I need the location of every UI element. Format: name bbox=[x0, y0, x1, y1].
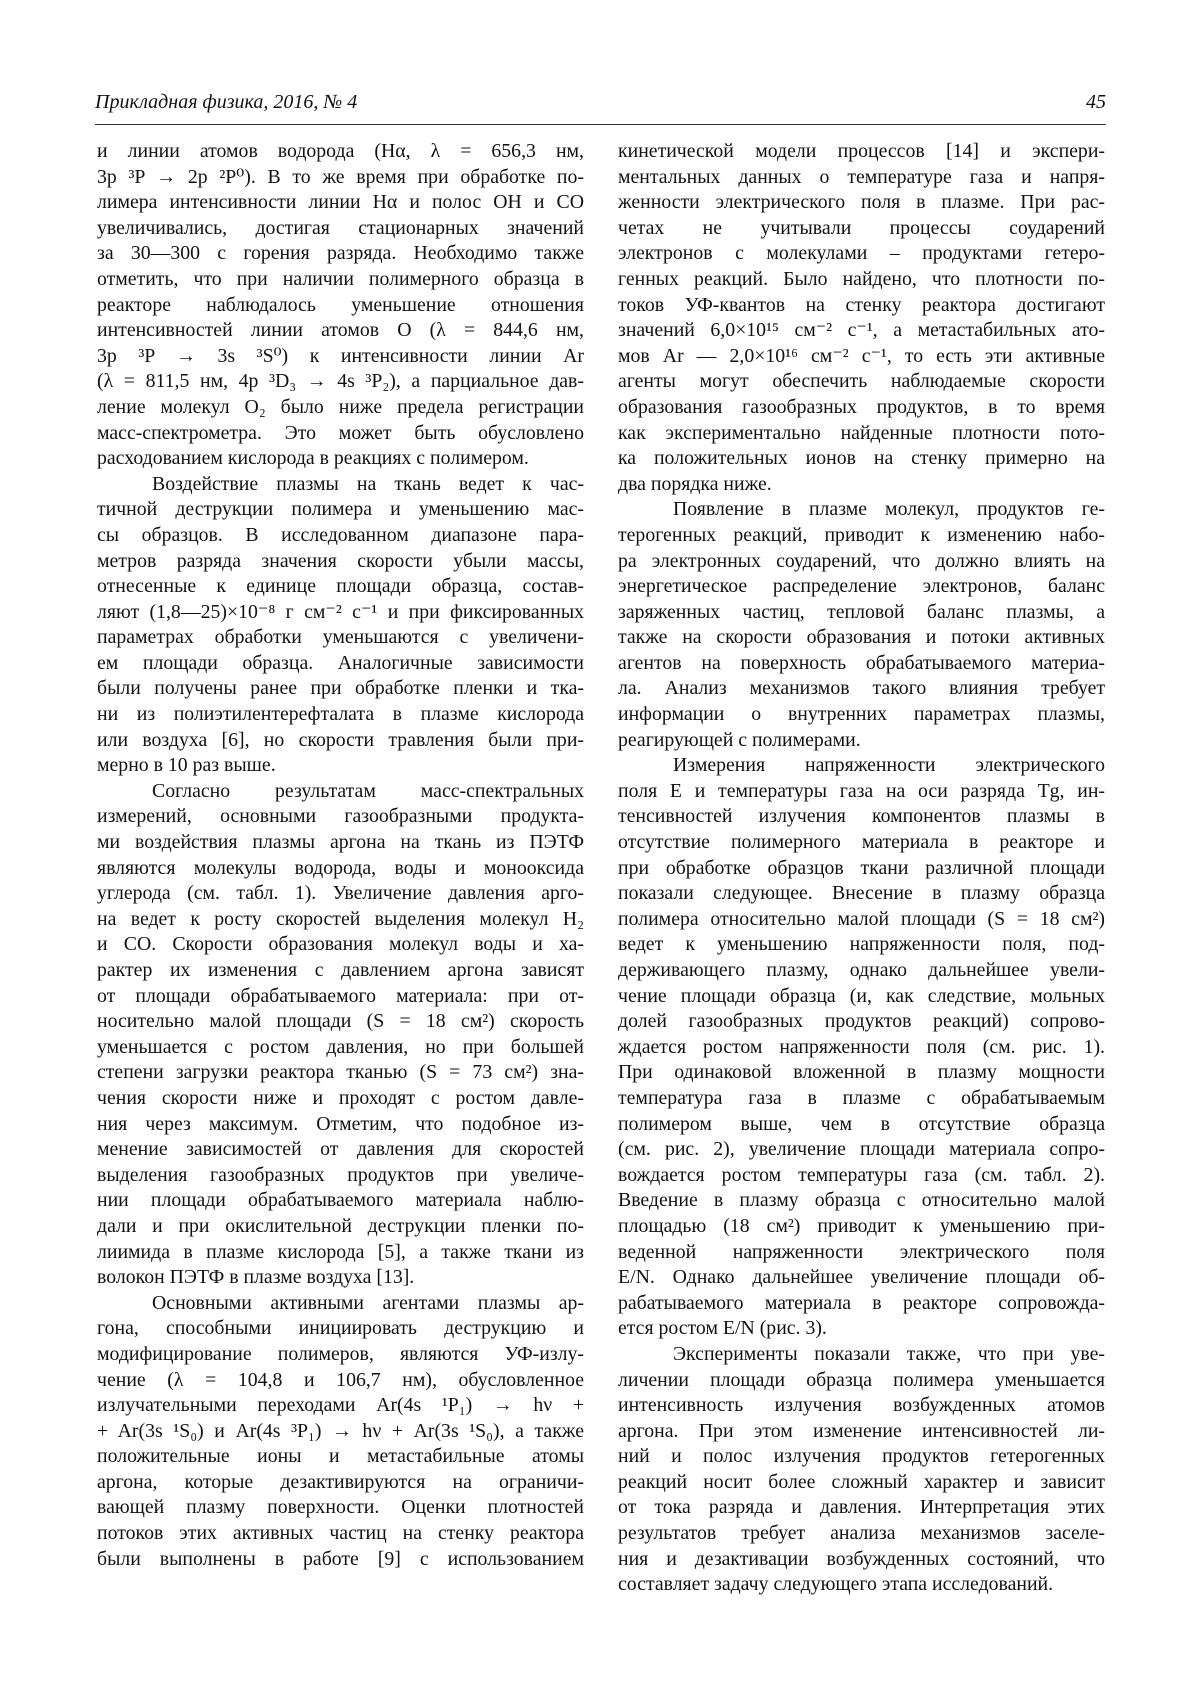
text-line: углерода (см. табл. 1). Увеличение давления арго- bbox=[97, 882, 584, 905]
text-line: чения скорости ниже и проходят с ростом давле- bbox=[97, 1086, 584, 1109]
text-line: параметрах обработки уменьшаются с увеличени- bbox=[97, 626, 584, 649]
text-line: кинетической модели процессов [14] и экспери- bbox=[618, 140, 1105, 162]
text-line: агенты могут обеспечить наблюдаемые скорости bbox=[618, 370, 1105, 393]
text-line: 3p ³P → 3s ³S⁰) к интенсивности линии Ar bbox=[97, 344, 584, 367]
text-line: ния и дезактивации возбужденных состояний, что bbox=[618, 1547, 1105, 1570]
text-line: полимера относительно малой площади (S = 18 см²) bbox=[618, 907, 1105, 930]
text-line: Появление в плазме молекул, продуктов ге- bbox=[673, 498, 1105, 521]
journal-title: Прикладная физика, 2016, № 4 bbox=[95, 91, 358, 113]
text-line: ведет к уменьшению напряженности поля, под- bbox=[618, 933, 1105, 956]
text-line: Введение в плазму образца с относительно малой bbox=[618, 1189, 1105, 1212]
text-line: рабатываемого материала в реакторе сопровожда- bbox=[618, 1291, 1105, 1314]
text-line: E/N. Однако дальнейшее увеличение площади об- bbox=[618, 1266, 1105, 1289]
text-line: положительные ионы и метастабильные атомы bbox=[97, 1445, 584, 1468]
text-line: гона, способными инициировать деструкцию и bbox=[97, 1317, 584, 1340]
text-line: агентов на поверхность обрабатываемого материа- bbox=[618, 651, 1105, 674]
text-line: тенсивностей излучения компонентов плазмы в bbox=[618, 805, 1105, 828]
text-line: уменьшается с ростом давления, но при большей bbox=[97, 1035, 584, 1058]
page-number: 45 bbox=[1086, 91, 1106, 113]
text-line: и CO. Скорости образования молекул воды и ха- bbox=[97, 933, 584, 956]
text-line: интенсивность излучения возбужденных атомов bbox=[618, 1394, 1105, 1417]
running-header bbox=[95, 91, 1106, 119]
text-line: Согласно результатам масс-спектральных bbox=[152, 779, 584, 802]
text-line: ментальных данных о температуре газа и напря- bbox=[618, 165, 1105, 188]
text-line: информации о внутренних параметрах плазмы, bbox=[618, 703, 1105, 726]
text-line: отсутствие полимерного материала в реакторе и bbox=[618, 831, 1105, 854]
text-line: аргона. При этом изменение интенсивностей ли- bbox=[618, 1419, 1105, 1442]
text-line: увеличивались, достигая стационарных значений bbox=[97, 216, 584, 239]
text-line: лимера интенсивности линии Hα и полос OH и CO bbox=[97, 191, 584, 214]
text-line: токов УФ-квантов на стенку реактора достигают bbox=[618, 293, 1105, 316]
text-line: реакций носит более сложный характер и зависит bbox=[618, 1470, 1105, 1493]
text-line: 3p ³P → 2p ²P⁰). В то же время при обработке по- bbox=[97, 165, 584, 188]
text-line: вающей плазму поверхности. Оценки плотностей bbox=[97, 1496, 584, 1519]
text-line: метров разряда значения скорости убыли массы, bbox=[97, 549, 584, 572]
text-line: рактер их изменения с давлением аргона зависят bbox=[97, 959, 584, 981]
text-line: генных реакций. Было найдено, что плотности по- bbox=[618, 267, 1105, 290]
text-line: результатов требует анализа механизмов заселе- bbox=[618, 1522, 1105, 1545]
text-line: были выполнены в работе [9] с использованием bbox=[97, 1547, 584, 1570]
text-line: Измерения напряженности электрического bbox=[673, 754, 1105, 777]
text-line: ни из полиэтилентерефталата в плазме кислорода bbox=[97, 703, 584, 726]
text-line: долей газообразных продуктов реакций) сопрово- bbox=[618, 1010, 1105, 1033]
header-rule bbox=[95, 124, 1106, 125]
text-line: также на скорости образования и потоки активных bbox=[618, 626, 1105, 649]
text-line: ляют (1,8—25)×10⁻⁸ г см⁻² с⁻¹ и при фиксированных bbox=[97, 600, 584, 623]
text-line: на ведет к росту скоростей выделения молекул H₂ bbox=[97, 907, 584, 930]
text-line: (λ = 811,5 нм, 4p ³D₃ → 4s ³P₂), а парциальное дав- bbox=[97, 370, 584, 393]
text-line: держивающего плазму, однако дальнейшее увели- bbox=[618, 959, 1105, 981]
text-line: потоков этих активных частиц на стенку реактора bbox=[97, 1522, 584, 1545]
text-line: выделения газообразных продуктов при увеличе- bbox=[97, 1163, 584, 1186]
text-line: (см. рис. 2), увеличение площади материала сопро- bbox=[618, 1138, 1105, 1161]
text-line: два порядка ниже. bbox=[618, 472, 772, 495]
text-line: волокон ПЭТФ в плазме воздуха [13]. bbox=[97, 1266, 415, 1289]
text-line: ми воздействия плазмы аргона на ткань из ПЭТФ bbox=[97, 831, 584, 854]
text-line: терогенных реакций, приводит к изменению набо- bbox=[618, 523, 1105, 546]
text-line: лиимида в плазме кислорода [5], а также ткани из bbox=[97, 1240, 584, 1263]
text-line: менение зависимостей от давления для скоростей bbox=[97, 1138, 584, 1161]
text-line: заряженных частиц, тепловой баланс плазмы, а bbox=[618, 600, 1105, 623]
text-line: Воздействие плазмы на ткань ведет к час- bbox=[152, 472, 584, 495]
text-line: носительно малой площади (S = 18 см²) скорость bbox=[97, 1010, 584, 1033]
text-line: нии площади обрабатываемого материала наблю- bbox=[97, 1189, 584, 1212]
text-line: сы образцов. В исследованном диапазоне пара- bbox=[97, 523, 584, 546]
text-line: излучательными переходами Ar(4s ¹P₁) → hν + bbox=[97, 1394, 584, 1417]
text-line: дали и при окислительной деструкции пленки по- bbox=[97, 1214, 584, 1237]
text-line: четах не учитывали процессы соударений bbox=[618, 216, 1105, 239]
text-line: чение площади образца (и, как следствие, мольных bbox=[618, 984, 1105, 1007]
text-line: или воздуха [6], но скорости травления были при- bbox=[97, 728, 584, 751]
text-line: масс-спектрометра. Это может быть обусловлено bbox=[97, 421, 584, 444]
text-line: при обработке образцов ткани различной площади bbox=[618, 856, 1105, 879]
text-line: образования газообразных продуктов, в то время bbox=[618, 395, 1105, 418]
text-line: мерно в 10 раз выше. bbox=[97, 754, 276, 777]
text-line: отнесенные к единице площади образца, состав- bbox=[97, 575, 584, 598]
text-line: ка положительных ионов на стенку примерно на bbox=[618, 447, 1105, 470]
text-line: вождается ростом температуры газа (см. табл. 2). bbox=[618, 1163, 1105, 1186]
text-line: измерений, основными газообразными продукта- bbox=[97, 805, 584, 828]
text-line: являются молекулы водорода, воды и монооксида bbox=[97, 856, 584, 879]
text-line: ний и полос излучения продуктов гетерогенных bbox=[618, 1445, 1105, 1468]
text-line: ния через максимум. Отметим, что подобное из- bbox=[97, 1112, 584, 1135]
text-line: реакторе наблюдалось уменьшение отношения bbox=[97, 293, 584, 316]
text-line: от площади обрабатываемого материала: при от- bbox=[97, 984, 584, 1007]
text-line: были получены ранее при обработке пленки и тка- bbox=[97, 677, 584, 700]
text-line: расходованием кислорода в реакциях с полимером. bbox=[97, 447, 529, 470]
text-line: показали следующее. Внесение в плазму образца bbox=[618, 882, 1105, 905]
text-line: аргона, которые дезактивируются на ограничи- bbox=[97, 1470, 584, 1493]
text-line: за 30—300 с горения разряда. Необходимо также bbox=[97, 242, 584, 265]
text-line: Эксперименты показали также, что при уве- bbox=[673, 1342, 1105, 1365]
text-line: полимером выше, чем в отсутствие образца bbox=[618, 1112, 1105, 1135]
text-line: степени загрузки реактора тканью (S = 73 см²) зна- bbox=[97, 1061, 584, 1084]
text-line: отметить, что при наличии полимерного образца в bbox=[97, 267, 584, 290]
text-line: ра электронных соударений, что должно влиять на bbox=[618, 549, 1105, 572]
text-line: значений 6,0×10¹⁵ см⁻² с⁻¹, а метастабильных ато- bbox=[618, 319, 1105, 342]
text-line: женности электрического поля в плазме. При рас- bbox=[618, 191, 1105, 214]
left-column bbox=[97, 139, 584, 1572]
text-line: Основными активными агентами плазмы ар- bbox=[152, 1291, 584, 1314]
text-line: энергетическое распределение электронов, баланс bbox=[618, 575, 1105, 598]
text-line: температура газа в плазме с обрабатываемым bbox=[618, 1086, 1105, 1109]
text-line: чение (λ = 104,8 и 106,7 нм), обусловленное bbox=[97, 1368, 584, 1391]
text-line: + Ar(3s ¹S₀) и Ar(4s ³P₁) → hν + Ar(3s ¹S₀), а также bbox=[97, 1419, 584, 1442]
text-line: интенсивностей линии атомов O (λ = 844,6 нм, bbox=[97, 319, 584, 342]
text-line: реагирующей с полимерами. bbox=[618, 728, 861, 751]
text-line: При одинаковой вложенной в плазму мощности bbox=[618, 1061, 1105, 1084]
text-line: ется ростом E/N (рис. 3). bbox=[618, 1317, 827, 1340]
text-line: мов Ar — 2,0×10¹⁶ см⁻² с⁻¹, то есть эти активные bbox=[618, 344, 1105, 367]
text-line: площадью (18 см²) приводит к уменьшению при- bbox=[618, 1214, 1105, 1237]
text-line: от тока разряда и давления. Интерпретация этих bbox=[618, 1496, 1105, 1519]
text-line: веденной напряженности электрического поля bbox=[618, 1240, 1105, 1263]
text-line: поля E и температуры газа на оси разряда Tg, ин- bbox=[618, 779, 1105, 802]
right-column bbox=[618, 139, 1105, 1598]
text-line: ление молекул O₂ было ниже предела регистрации bbox=[97, 395, 584, 418]
text-line: как экспериментально найденные плотности пото- bbox=[618, 421, 1105, 444]
text-line: тичной деструкции полимера и уменьшению мас- bbox=[97, 498, 584, 521]
text-line: ждается ростом напряженности поля (см. рис. 1). bbox=[618, 1035, 1105, 1058]
text-line: модифицирование полимеров, являются УФ-излу- bbox=[97, 1342, 584, 1365]
text-line: ла. Анализ механизмов такого влияния требует bbox=[618, 677, 1105, 700]
text-line: электронов с молекулами – продуктами гетеро- bbox=[618, 242, 1105, 265]
text-line: составляет задачу следующего этапа исследований. bbox=[618, 1573, 1054, 1596]
text-line: личении площади образца полимера уменьшается bbox=[618, 1368, 1105, 1391]
text-line: и линии атомов водорода (Hα, λ = 656,3 нм, bbox=[97, 140, 584, 162]
text-line: ем площади образца. Аналогичные зависимости bbox=[97, 651, 584, 674]
